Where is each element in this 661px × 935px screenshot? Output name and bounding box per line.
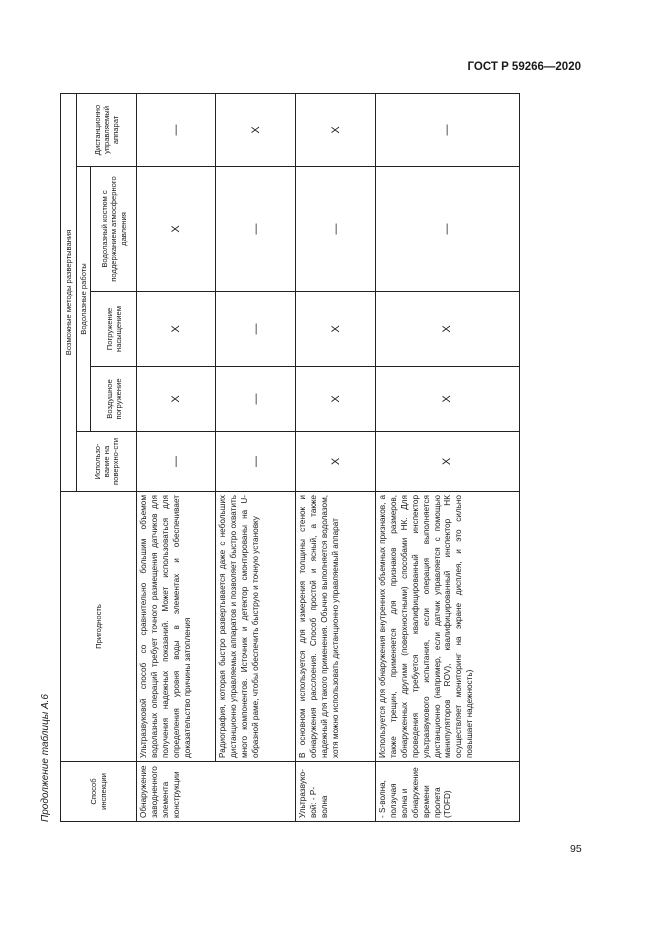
- table-row: [376, 93, 520, 821]
- header-deployment: Возможные методы развертывания: [61, 93, 77, 491]
- saturation-cell: X: [137, 292, 216, 367]
- diving-suit-cell: —: [376, 167, 520, 292]
- air-dive-cell: X: [296, 367, 376, 432]
- suitability-cell: Радиография, которая быстро развертывается даже с небольших дистанционно управляемых аппаратов и позволяет быстро охватить много компонентов. Источник и детектор смонтированы на U-образной раме, чтобы обеспечить быструю и точную установку: [216, 492, 296, 762]
- rov-cell: —: [376, 93, 520, 166]
- suitability-cell: В основном используется для измерения толщины стенок и обнаружения расслоения. Способ простой и ясный, а также надежный для такого применения. Обычно выполняется водолазом, хотя можно использовать дистанционно управляемый аппарат: [296, 492, 376, 762]
- table-row: [137, 93, 216, 821]
- header-surface: Использо-вание на поверхно-сти: [77, 432, 137, 492]
- header-diving-suit: Водолазный костюм с поддержанием атмосферного давления: [91, 167, 137, 292]
- saturation-cell: X: [376, 292, 520, 367]
- header-rov: Дистанционно управляемый аппарат: [77, 93, 137, 166]
- diving-suit-cell: —: [216, 167, 296, 292]
- table-caption: Продолжение таблицы А.6: [40, 694, 51, 822]
- surface-cell: X: [376, 432, 520, 492]
- rotated-table: [40, 94, 520, 822]
- saturation-cell: X: [296, 292, 376, 367]
- page-number: 95: [570, 843, 582, 855]
- air-dive-cell: X: [376, 367, 520, 432]
- suitability-cell: Ультразвуковой способ со сравнительно большим объемом водолазных операций требует точного размещения датчиков для получения надежных показаний. Может использоваться для определения уровня воды в элементах и обеспечивает доказательство причины затопления: [137, 492, 216, 762]
- suitability-cell: Используется для обнаружения внутренних объемных признаков, а также трещин, применяется для признаков размеров, обнаруженных другими (поверхностными) способами НК. Для проведения требуется квалифицированный инспектор ультразвукового испытания, если операция выполняется дистанционно (например, если датчик управляется с помощью манипуляторов ROV), квалифицированный инспектор НК осуществляет мониторинг на экране дисплея, и это сильно повышает надежность): [376, 492, 520, 762]
- standard-designation: ГОСТ Р 59266—2020: [467, 61, 581, 73]
- table-row: [296, 93, 376, 821]
- inspection-table: [60, 93, 520, 822]
- header-suitability: Пригодность: [61, 492, 137, 762]
- surface-cell: X: [296, 432, 376, 492]
- air-dive-cell: X: [137, 367, 216, 432]
- method-cell: - S-волна, ползучая волна и обнаружение времени пролета (TOFD): [376, 762, 520, 822]
- surface-cell: —: [216, 432, 296, 492]
- header-method: Способ инспекции: [61, 762, 137, 822]
- method-cell: Обнаружение заводненного элемента конструкции: [137, 762, 296, 822]
- rov-cell: X: [296, 93, 376, 166]
- surface-cell: —: [137, 432, 216, 492]
- air-dive-cell: —: [216, 367, 296, 432]
- diving-suit-cell: X: [137, 167, 216, 292]
- method-cell: Ультразвуко-вой: - P-волна: [296, 762, 376, 822]
- saturation-cell: —: [216, 292, 296, 367]
- rov-cell: X: [216, 93, 296, 166]
- header-underwater: Водолазные работы: [77, 167, 91, 432]
- rotated-table-frame: [40, 94, 520, 822]
- header-air-dive: Воздушное погружение: [91, 367, 137, 432]
- rov-cell: —: [137, 93, 216, 166]
- table-row: [216, 93, 296, 821]
- header-saturation: Погружение насыщением: [91, 292, 137, 367]
- diving-suit-cell: —: [296, 167, 376, 292]
